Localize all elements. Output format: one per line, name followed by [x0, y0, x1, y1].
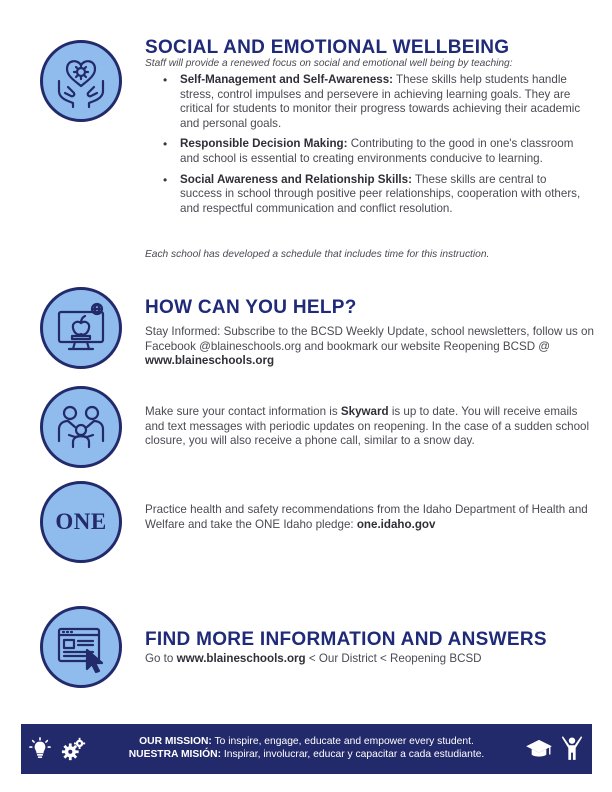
find-text: Go to www.blaineschools.org < Our District < Reopening BCSD — [145, 652, 482, 665]
browser-cursor-icon — [40, 606, 122, 688]
parents-child-icon — [40, 386, 122, 468]
skills-list — [163, 73, 583, 222]
list-item: • Social Awareness and Relationship Skills: These skills are central to success in school through positive peer relationships, cooperation with others, and respectful communication and conflict resolution. — [163, 173, 583, 217]
social-title: SOCIAL AND EMOTIONAL WELLBEING — [145, 37, 510, 58]
mission-statement: OUR MISSION: To inspire, engage, educate and empower every student. — [139, 736, 474, 747]
mision-statement: NUESTRA MISIÓN: Inspirar, involucrar, educar y capacitar a cada estudiante. — [128, 749, 485, 760]
schedule-note: Each school has developed a schedule that includes time for this instruction. — [145, 249, 490, 260]
computer-apple-icon — [40, 287, 122, 369]
social-intro: Staff will provide a renewed focus on social and emotional well being by teaching: — [145, 58, 513, 69]
health-safety-text: Practice health and safety recommendations from the Idaho Department of Health and Welfare and take the ONE Idaho pledge: one.idaho.gov — [145, 503, 588, 531]
district-link[interactable]: www.blaineschools.org — [176, 652, 306, 665]
website-link[interactable]: www.blaineschools.org — [145, 354, 275, 368]
one-idaho-link[interactable]: one.idaho.gov — [356, 517, 436, 531]
heart-hands-icon — [40, 40, 122, 122]
list-item: • Self-Management and Self-Awareness: These skills help students handle stress, control impulses and persevere in achieving learning goals. They are critical for students to monitor their progress towards achieving their academic and personal goals. — [163, 73, 583, 131]
contact-info-text: Make sure your contact information is Skyward is up to date. You will receive emails and text messages with periodic updates on reopening. In the case of a sudden school closure, you will also receive a phone call, similar to a snow day. — [145, 405, 590, 448]
help-title: HOW CAN YOU HELP? — [145, 297, 357, 318]
graduation-cap-icon — [525, 738, 553, 760]
raised-arms-icon — [561, 733, 583, 763]
stay-informed-text: Stay Informed: Subscribe to the BCSD Weekly Update, school newsletters, follow us on Facebook @blaineschools.org and bookmark our website Reopening BCSD @ www.blaineschools.org — [145, 325, 594, 368]
find-title: FIND MORE INFORMATION AND ANSWERS — [145, 629, 547, 650]
list-item: • Responsible Decision Making: Contributing to the good in one's classroom and school is essential to creating environments conducive to learning. — [163, 137, 583, 166]
mission-footer — [21, 724, 592, 774]
one-idaho-logo: ONE — [40, 481, 122, 563]
